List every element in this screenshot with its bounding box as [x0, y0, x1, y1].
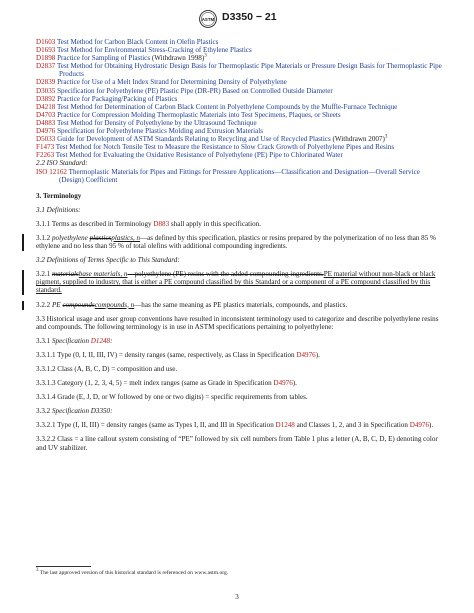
reference-title[interactable]: Practice for Sampling of Plastics: [57, 54, 151, 63]
reference-title[interactable]: Test Method for Carbon Black Content in Olefin Plastics: [56, 38, 219, 46]
paragraph-3-3-2-2: 3.3.2.2 Class = a line callout system consisting of “PE” followed by six cell numbers from Table 1 plus a letter (A, B, C, D, E) denoting color and UV stabilizer.: [36, 435, 438, 452]
footnote-marker: 3: [204, 53, 207, 59]
reference-code[interactable]: D3892: [36, 94, 56, 103]
footnote: $^3$ The last approved version of this historical standard is referenced on www.astm.org.: [36, 568, 229, 576]
reference-link[interactable]: D4976: [409, 421, 430, 430]
reference-code[interactable]: D3035: [36, 86, 56, 95]
reference-code[interactable]: D1693: [36, 46, 56, 55]
reference-item: [36, 151, 444, 159]
deleted-text: materials: [51, 270, 79, 279]
svg-text:ASTM: ASTM: [201, 16, 215, 22]
footnote-divider: [36, 566, 91, 567]
reference-item: [36, 103, 444, 111]
page-number: 3: [235, 593, 239, 601]
reference-title[interactable]: Practice for Compression Molding Thermoplastic Materials into Test Specimens, Plaques, or Sheets: [57, 110, 341, 119]
iso-standard-heading: 2.2 ISO Standard:: [36, 159, 88, 168]
reference-title[interactable]: Test Method for Obtaining Hydrostatic Design Basis for Thermoplastic Pipe Materials or Pressure Design Basis for Thermoplastic Pipe Products: [56, 62, 442, 79]
reference-title[interactable]: Test Method for Evaluating the Oxidative Resistance of Polyethylene (PE) Pipe to Chlorinated Water: [55, 151, 343, 160]
reference-code[interactable]: D1603: [36, 38, 56, 46]
reference-code[interactable]: D1898: [36, 54, 56, 63]
reference-title[interactable]: Test Method for Density of Polyethylene by the Ultrasound Technique: [56, 118, 257, 127]
reference-code[interactable]: D4976: [36, 127, 56, 136]
paragraph-3-3-1-4: 3.3.1.4 Grade (E, J, D, or W followed by one or two digits) = specific requirements from tables.: [36, 393, 308, 402]
paragraph-3-3-1-3: 3.3.1.3 Category (1, 2, 3, 4, 5) = melt index ranges (same as Grade in Specification D4976).: [36, 379, 297, 388]
reference-list: [36, 38, 444, 159]
reference-link[interactable]: D883: [153, 219, 170, 228]
reference-title[interactable]: Thermoplastic Materials for Pipes and Fittings for Pressure Applications—Classification and Designation—Overall Service (Design) Coefficient: [59, 167, 420, 184]
section-heading: 3. Terminology: [36, 191, 82, 200]
inserted-text: PE material without non-black or black pigment, supplied to industry, that is either a PE compound classified by this Standard or a component of a PE compound classified by this standard.: [36, 270, 436, 295]
reference-item: [36, 119, 444, 127]
reference-title[interactable]: Guide for Development of ASTM Standards Relating to Recycling and Use of Recycled Plastics: [57, 135, 331, 144]
reference-code[interactable]: F1473: [36, 143, 55, 152]
reference-link[interactable]: D1248: [275, 421, 295, 430]
reference-code[interactable]: D2839: [36, 78, 56, 87]
reference-item: [36, 135, 444, 143]
reference-link[interactable]: D4976: [296, 350, 316, 359]
reference-title[interactable]: Practice for Use of a Melt Index Strand for Determining Density of Polyethylene: [57, 78, 287, 87]
reference-item: [36, 111, 444, 119]
reference-item: [36, 46, 444, 54]
footnote-marker: 3: [384, 134, 388, 140]
reference-code[interactable]: D4883: [36, 118, 56, 127]
reference-code[interactable]: D2837: [36, 62, 56, 71]
reference-item: [36, 127, 444, 135]
inserted-text: compounds, n: [94, 300, 135, 309]
paragraph-3-3-2-1: 3.3.2.1 Type (I, II, III) = density ranges (same as Types I, II, and III in Specification D1248 and Classes 1, 2, and 3 in Specification D4976).: [36, 421, 434, 430]
reference-code[interactable]: D4218: [36, 102, 56, 111]
reference-item: [36, 168, 444, 184]
paragraph-3-3-1: 3.3.1 Specification D1248:: [36, 336, 113, 345]
reference-item: [36, 95, 444, 103]
reference-code[interactable]: F2263: [36, 151, 55, 160]
reference-title[interactable]: Practice for Packaging/Packing of Plastics: [57, 94, 178, 103]
reference-code[interactable]: D5033: [36, 135, 56, 144]
change-bar: [22, 234, 24, 251]
document-id: D3350 − 21: [222, 11, 277, 23]
reference-note: (Withdrawn 2007): [330, 135, 385, 144]
reference-code[interactable]: ISO 12162: [36, 167, 67, 176]
reference-note: (Withdrawn 1998): [150, 54, 205, 63]
reference-item: [36, 54, 444, 62]
reference-title[interactable]: Test Method for Environmental Stress-Cracking of Ethylene Plastics: [56, 46, 252, 55]
paragraph-3-3-1-1: 3.3.1.1 Type (0, I, II, III, IV) = density ranges (same, respectively, as Class in Specification D4976).: [36, 350, 320, 359]
reference-link[interactable]: D4976: [273, 379, 293, 388]
paragraph-3-2: 3.2 Definitions of Terms Specific to This Standard:: [36, 256, 180, 265]
deleted-text: —polyethylene (PE) resins with the added compounding ingredients.: [127, 270, 324, 279]
reference-title[interactable]: Specification for Polyethylene (PE) Plastic Pipe (DR-PR) Based on Controlled Outside Diameter: [57, 86, 333, 95]
inserted-text: plastics, n: [111, 233, 141, 242]
paragraph-3-1-2: 3.1.2 polyethylene plasticsplastics, n—as defined by this specification, plastics or resins prepared by the polymerization of no less than 85 % ethylene and no less than 95 % of total olefins with additional compounding ingredients.: [36, 234, 444, 250]
paragraph-3-3-1-2: 3.3.1.2 Class (A, B, C, D) = composition and use.: [36, 365, 178, 373]
reference-title[interactable]: Test Method for Determination of Carbon Black Content in Polyethylene Compounds by the Muffle-Furnace Technique: [56, 102, 398, 111]
paragraph-3-1: 3.1 Definitions:: [36, 205, 81, 214]
paragraph-3-3: 3.3 Historical usage and user group conventions have resulted in inconsistent terminology used to categorize and describe polyethylene resins and compounds. The following terminology is in use in ASTM specifications pertaining to polyethylene:: [36, 314, 439, 331]
paragraph-3-2-1: 3.2.1 materialsbase materials, n—polyethylene (PE) resins with the added compounding ingredients.PE material without non-black or black pigment, supplied to industry, that is either a PE compound classified by this Standard or a component of a PE compound classified by this standard.: [36, 270, 444, 294]
paragraph-3-3-2: 3.3.2 Specification D3350:: [36, 407, 113, 416]
deleted-text: plastics: [89, 233, 112, 242]
reference-item: [36, 143, 444, 151]
reference-item: [36, 38, 444, 46]
change-bar: [22, 270, 24, 295]
document-body: [36, 38, 444, 452]
reference-title[interactable]: Test Method for Notch Tensile Test to Measure the Resistance to Slow Crack Growth of Polyethylene Pipes and Resins: [55, 143, 395, 152]
inserted-text: base materials, n: [78, 270, 128, 279]
reference-title[interactable]: Specification for Polyethylene Plastics Molding and Extrusion Materials: [57, 127, 263, 136]
deleted-text: compounds: [62, 300, 95, 309]
reference-item: [36, 62, 444, 78]
change-bar: [22, 301, 24, 310]
reference-item: [36, 78, 444, 86]
astm-logo-icon: [199, 10, 217, 28]
page-header: [0, 10, 474, 28]
reference-code[interactable]: D4703: [36, 110, 56, 119]
paragraph-3-2-2: 3.2.2 PE compoundscompounds, n—has the same meaning as PE plastics materials, compounds, and plastics.: [36, 301, 444, 309]
reference-item: [36, 87, 444, 95]
reference-link[interactable]: D1248: [90, 336, 111, 345]
paragraph-3-1-1: 3.1.1 Terms as described in Terminology D883 shall apply in this specification.: [36, 219, 261, 228]
